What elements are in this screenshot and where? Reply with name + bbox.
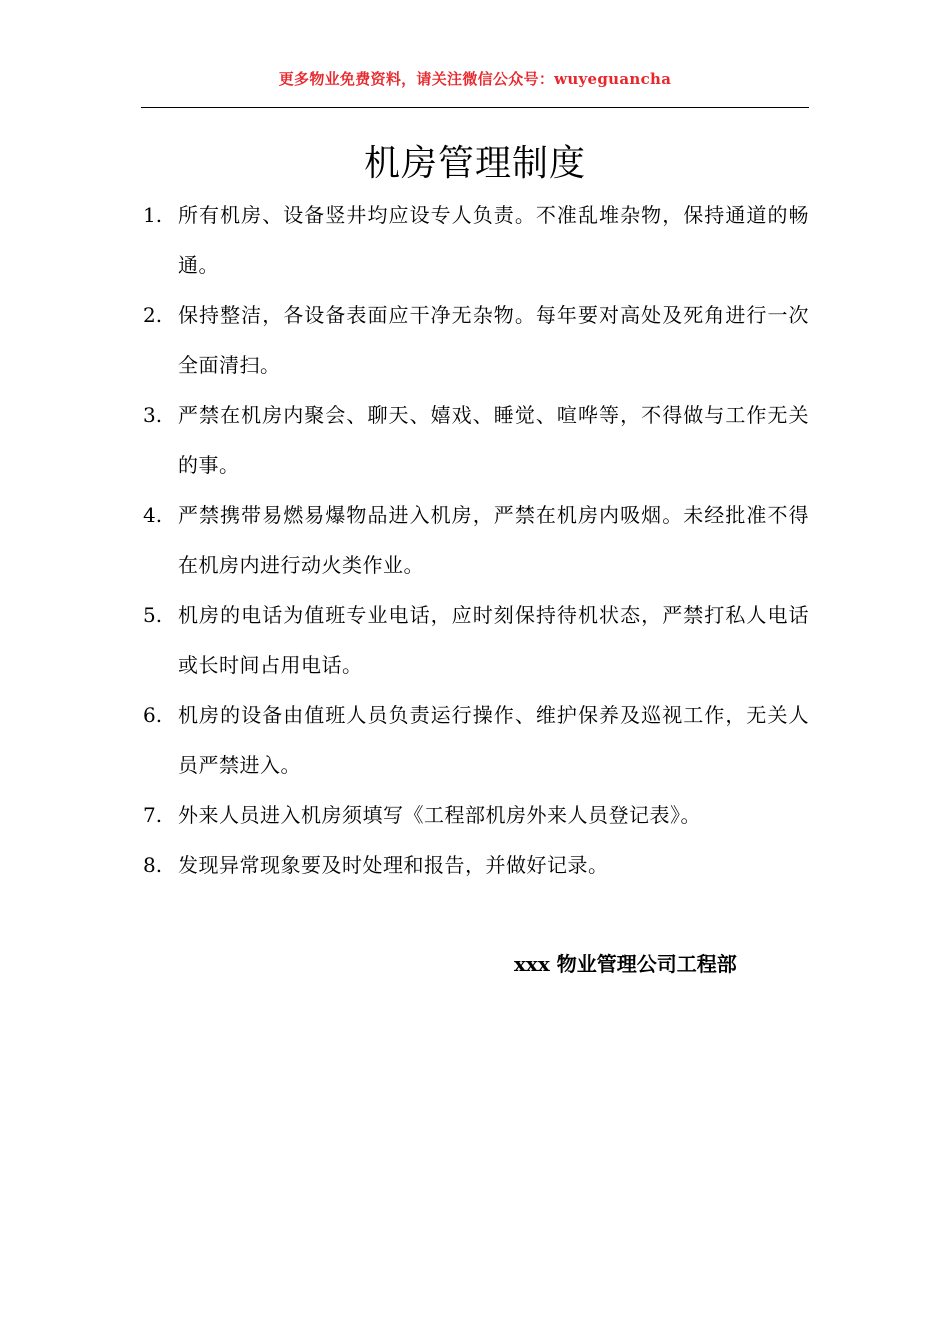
rule-item <box>141 390 809 490</box>
rule-item <box>141 840 809 890</box>
rule-item <box>141 490 809 590</box>
rule-number: 7. <box>143 803 163 827</box>
rule-item <box>141 190 809 290</box>
rule-text: 保持整洁，各设备表面应干净无杂物。每年要对高处及死角进行一次全面清扫。 <box>178 303 809 377</box>
rules-list <box>141 190 809 890</box>
rule-number: 4. <box>143 503 163 527</box>
header-divider <box>141 107 809 108</box>
promo-header-note: 更多物业免费资料，请关注微信公众号：wuyeguancha <box>278 70 672 88</box>
rule-text: 机房的设备由值班人员负责运行操作、维护保养及巡视工作，无关人员严禁进入。 <box>178 703 809 777</box>
rule-text: 发现异常现象要及时处理和报告，并做好记录。 <box>178 853 609 877</box>
rule-number: 6. <box>143 703 163 727</box>
rule-text: 严禁在机房内聚会、聊天、嬉戏、睡觉、喧哗等，不得做与工作无关的事。 <box>178 403 809 477</box>
rule-number: 8. <box>143 853 163 877</box>
rule-text: 外来人员进入机房须填写《工程部机房外来人员登记表》。 <box>178 803 701 827</box>
rule-number: 3. <box>143 403 163 427</box>
rule-item <box>141 790 809 840</box>
signature: xxx 物业管理公司工程部 <box>514 952 737 976</box>
rule-number: 1. <box>143 203 163 227</box>
rule-number: 2. <box>143 303 163 327</box>
rule-item <box>141 690 809 790</box>
rule-number: 5. <box>143 603 163 627</box>
document-title: 机房管理制度 <box>363 143 586 185</box>
rule-text: 机房的电话为值班专业电话，应时刻保持待机状态，严禁打私人电话或长时间占用电话。 <box>178 603 809 677</box>
rule-item <box>141 290 809 390</box>
rule-text: 严禁携带易燃易爆物品进入机房，严禁在机房内吸烟。未经批准不得在机房内进行动火类作业。 <box>178 503 809 577</box>
rule-item <box>141 590 809 690</box>
rule-text: 所有机房、设备竖井均应设专人负责。不准乱堆杂物，保持通道的畅通。 <box>178 203 809 277</box>
